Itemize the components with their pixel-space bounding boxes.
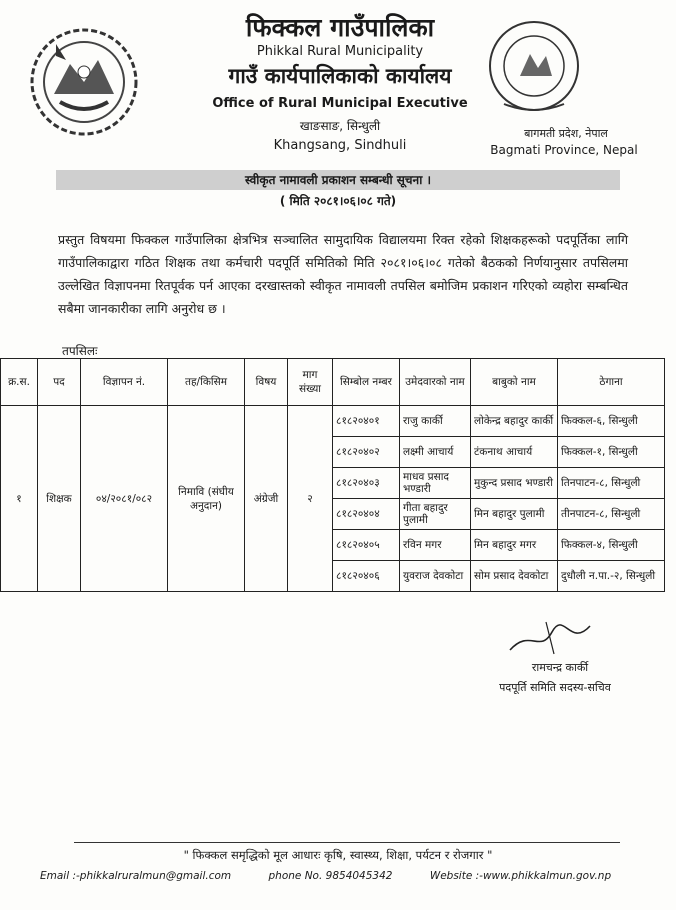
header-candidate: उमेदवारको नाम <box>400 359 471 406</box>
table-header-row <box>1 359 665 406</box>
header-subject: विषय <box>245 359 288 406</box>
notice-subject: स्वीकृत नामावली प्रकाशन सम्बन्धी सूचना । <box>56 170 620 190</box>
header-demand: माग संख्या <box>288 359 333 406</box>
office-seal-icon <box>484 16 584 116</box>
cell-address: तिनपाटन-८, सिन्धुली <box>558 468 665 499</box>
cell-subject: अंग्रेजी <box>245 406 288 592</box>
candidate-table <box>0 358 665 592</box>
cell-candidate: गीता बहादुर पुलामी <box>400 499 471 530</box>
cell-symbol: ८१८२०४०१ <box>333 406 400 437</box>
cell-father: मुकुन्द प्रसाद भण्डारी <box>471 468 558 499</box>
cell-symbol: ८१८२०४०२ <box>333 437 400 468</box>
cell-father: मिन बहादुर मगर <box>471 530 558 561</box>
province-np: बागमती प्रदेश, नेपाल <box>524 127 608 140</box>
cell-father: लोकेन्द्र बहादुर कार्की <box>471 406 558 437</box>
address-en: Khangsang, Sindhuli <box>273 138 407 153</box>
cell-address: फिक्कल-६, सिन्धुली <box>558 406 665 437</box>
header-level: तह/किसिम <box>168 359 245 406</box>
footer-divider <box>74 842 620 843</box>
office-name-np: गाउँ कार्यपालिकाको कार्यालय <box>228 64 452 88</box>
address-np: खाङसाङ, सिन्धुली <box>299 119 381 133</box>
municipality-name-np: फिक्कल गाउँपालिका <box>245 13 435 42</box>
cell-ad-no: ०४/२०८१/०८२ <box>81 406 168 592</box>
header-ad-no: विज्ञापन नं. <box>81 359 168 406</box>
cell-candidate: माधव प्रसाद भण्डारी <box>400 468 471 499</box>
cell-address: दुधौली न.पा.-२, सिन्धुली <box>558 561 665 592</box>
footer-contacts <box>40 870 660 882</box>
cell-candidate: युवराज देवकोटा <box>400 561 471 592</box>
notice-paragraph: प्रस्तुत विषयमा फिक्कल गाउँपालिका क्षेत्रभित्र सञ्चालित सामुदायिक विद्यालयमा रिक्त रहेको शिक्षकहरूको पदपूर्तिका लागि गाउँपालिकाद्वारा गठित शिक्षक तथा कर्मचारी पदपूर्ति समितिको मिति २०८१।०६।०८ गतेको बैठकको निर्णयानुसार तपसिलमा उल्लेखित विज्ञापनमा रितपूर्वक पर्न आएका दरखास्तको स्वीकृत नामावली तपसिल बमोजिम प्रकाशन गरिएको व्यहोरा सम्बन्धित सबैमा जानकारीका लागि अनुरोध छ । <box>58 232 628 316</box>
signature-icon <box>500 618 600 658</box>
header-symbol: सिम्बोल नम्बर <box>333 359 400 406</box>
cell-demand: २ <box>288 406 333 592</box>
cell-candidate: लक्ष्मी आचार्य <box>400 437 471 468</box>
footer-website: Website :-www.phikkalmun.gov.np <box>429 870 612 882</box>
cell-father: सोम प्रसाद देवकोटा <box>471 561 558 592</box>
cell-symbol: ८१८२०४०३ <box>333 468 400 499</box>
province-en: Bagmati Province, Nepal <box>490 143 638 157</box>
cell-address: फिक्कल-४, सिन्धुली <box>558 530 665 561</box>
cell-level: निमावि (संघीय अनुदान) <box>168 406 245 592</box>
cell-sn: १ <box>1 406 38 592</box>
footer-phone: phone No. 9854045342 <box>268 870 393 882</box>
cell-father: टंकनाथ आचार्य <box>471 437 558 468</box>
footer-email: Email :-phikkalruralmun@gmail.com <box>40 870 232 882</box>
cell-post: शिक्षक <box>38 406 81 592</box>
nepal-emblem-icon <box>26 24 142 140</box>
signatory-name: रामचन्द्र कार्की <box>531 661 589 674</box>
header-sn: क्र.स. <box>1 359 38 406</box>
cell-candidate: रविन मगर <box>400 530 471 561</box>
cell-symbol: ८१८२०४०५ <box>333 530 400 561</box>
header-address: ठेगाना <box>558 359 665 406</box>
signatory-title: पदपूर्ति समिति सदस्य-सचिव <box>499 681 611 694</box>
cell-candidate: राजु कार्की <box>400 406 471 437</box>
cell-address: तीनपाटन-८, सिन्धुली <box>558 499 665 530</box>
cell-father: मिन बहादुर पुलामी <box>471 499 558 530</box>
header-father: बाबुको नाम <box>471 359 558 406</box>
header-post: पद <box>38 359 81 406</box>
cell-symbol: ८१८२०४०६ <box>333 561 400 592</box>
cell-symbol: ८१८२०४०४ <box>333 499 400 530</box>
office-name-en: Office of Rural Municipal Executive <box>212 96 468 111</box>
tapasil-label: तपसिलः <box>62 344 98 358</box>
table-row <box>1 406 665 437</box>
notice-date: ( मिति २०८१।०६।०८ गते) <box>279 194 397 208</box>
cell-address: फिक्कल-१, सिन्धुली <box>558 437 665 468</box>
footer-motto: " फिक्कल समृद्धिको मूल आधारः कृषि, स्वास्थ्य, शिक्षा, पर्यटन र रोजगार " <box>183 848 493 862</box>
municipality-name-en: Phikkal Rural Municipality <box>256 44 424 59</box>
